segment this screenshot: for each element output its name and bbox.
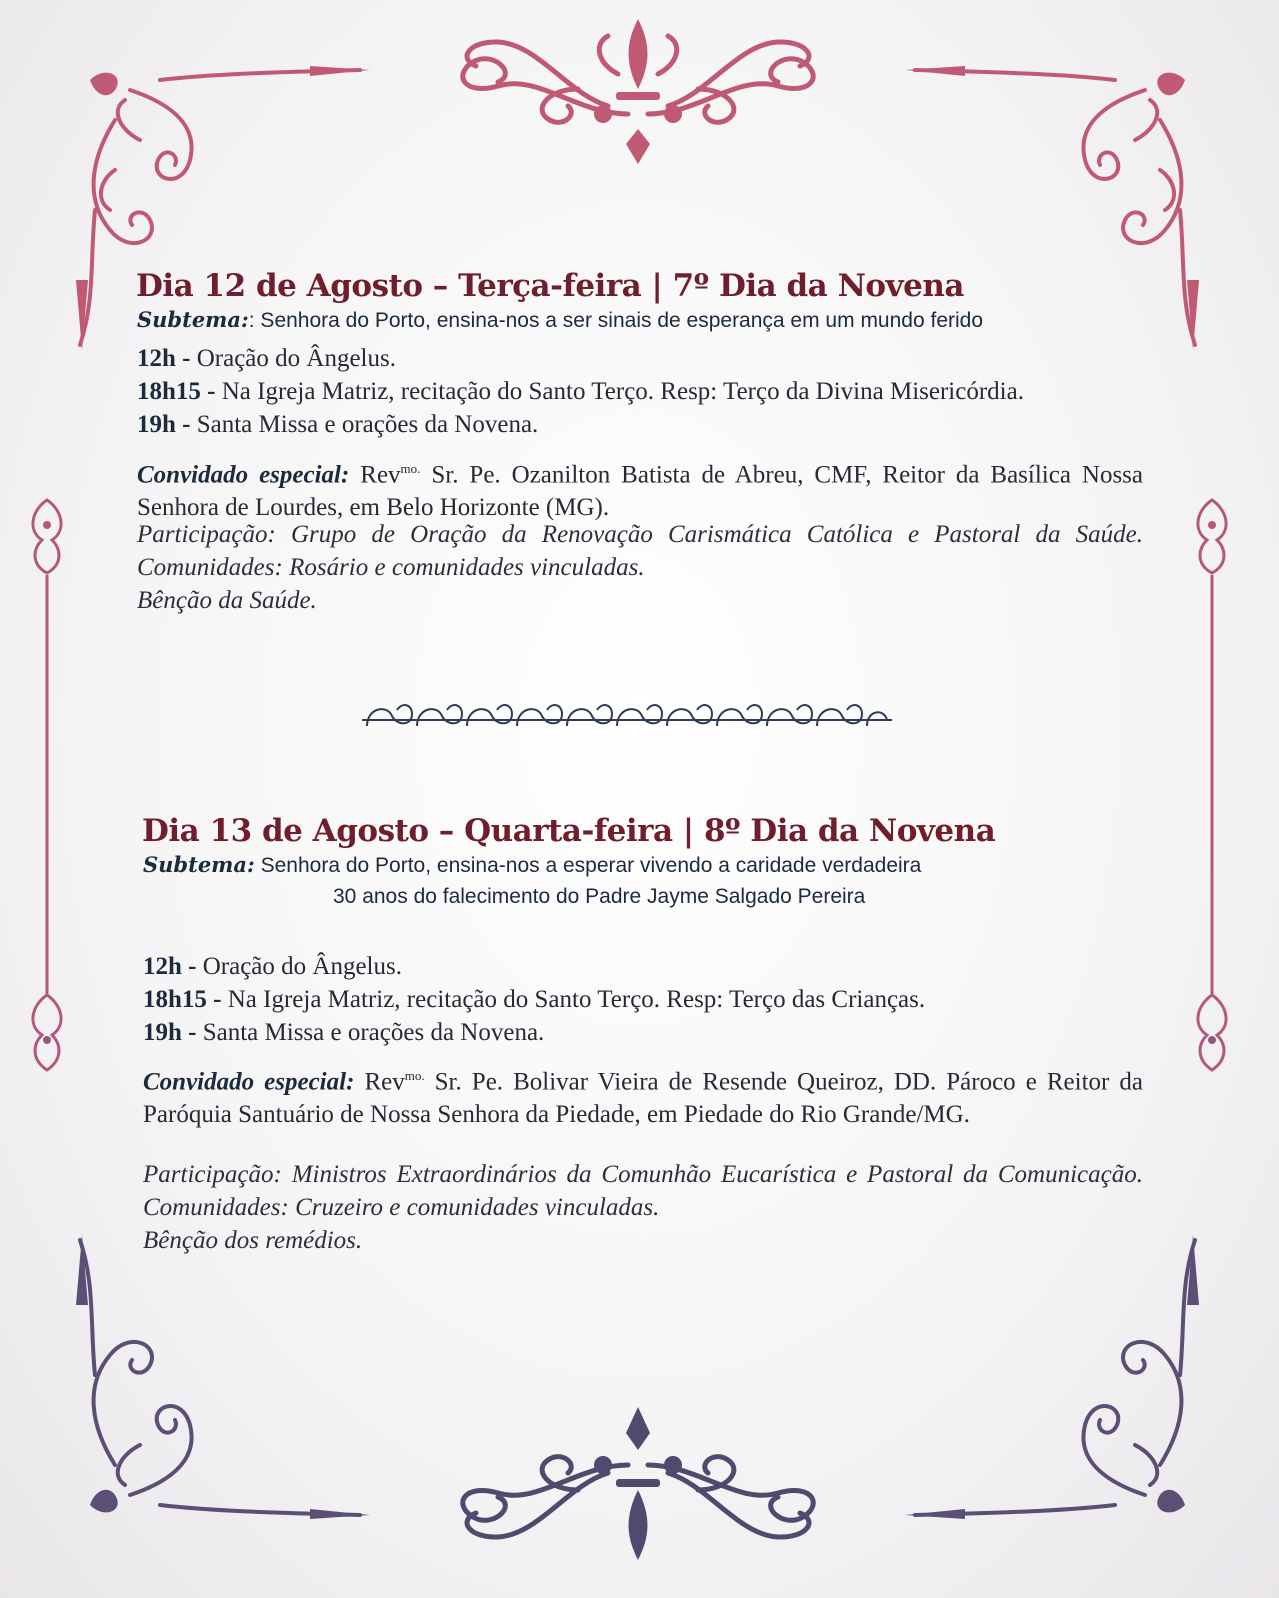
left-side-rod-ornament	[22, 495, 72, 1075]
bottom-left-corner-ornament	[70, 1225, 370, 1525]
schedule-item: 18h15 - Na Igreja Matriz, recitação do Santo Terço. Resp: Terço da Divina Misericórdia.	[137, 378, 1024, 405]
day-13-guest: Convidado especial: Rev$^{mo.}$ Sr. Pe. Bolivar Vieira de Resende Queiroz, DD. Pároco e Reitor da Paróquia Santuário de Nossa Senhora da Piedade, em Piedade do Rio Grande/MG.	[143, 1068, 1143, 1129]
day-12-schedule	[137, 342, 1024, 441]
day-13-blessing: Bênção dos remédios.	[143, 1227, 363, 1254]
day-13-schedule	[143, 950, 925, 1049]
schedule-item: 19h - Santa Missa e orações da Novena.	[137, 411, 539, 438]
right-side-rod-ornament	[1187, 495, 1237, 1075]
day-13-subtema	[143, 852, 921, 878]
schedule-item: 19h - Santa Missa e orações da Novena.	[143, 1019, 545, 1046]
schedule-item: 12h - Oração do Ângelus.	[143, 953, 402, 980]
top-center-fleur-ornament	[428, 14, 848, 169]
day-12-participation: Participação: Grupo de Oração da Renovação Carismática Católica e Pastoral da Saúde. Comunidades: Rosário e comunidades vinculadas.	[137, 521, 1143, 581]
day-12-guest: Convidado especial: Rev$^{mo.}$ Sr. Pe. Ozanilton Batista de Abreu, CMF, Reitor da Basílica Nossa Senhora de Lourdes, em Belo Horizonte (MG).	[137, 461, 1143, 522]
schedule-item: 18h15 - Na Igreja Matriz, recitação do Santo Terço. Resp: Terço das Crianças.	[143, 986, 926, 1013]
day-12-subtema	[137, 307, 983, 333]
day-12-title: Dia 12 de Agosto – Terça-feira | 7º Dia da Novena	[136, 268, 964, 304]
schedule-item: 12h - Oração do Ângelus.	[137, 345, 396, 372]
subtema-label: Subtema:	[137, 307, 249, 332]
subtema-text: : Senhora do Porto, ensina-nos a ser sinais de esperança em um mundo ferido	[248, 309, 984, 332]
day-12-blessing: Bênção da Saúde.	[137, 587, 317, 614]
middle-divider-ornament	[362, 696, 892, 740]
day-13-memorial-note: 30 anos do falecimento do Padre Jayme Salgado Pereira	[333, 885, 866, 908]
subtema-label: Subtema:	[143, 852, 255, 877]
bottom-center-fleur-ornament	[428, 1400, 848, 1565]
day-13-participation: Participação: Ministros Extraordinários da Comunhão Eucarística e Pastoral da Comunicação. Comunidades: Cruzeiro e comunidades vinculadas.	[143, 1161, 1143, 1221]
subtema-text: Senhora do Porto, ensina-nos a esperar vivendo a caridade verdadeira	[254, 854, 922, 877]
bottom-right-corner-ornament	[905, 1225, 1205, 1525]
day-13-title: Dia 13 de Agosto – Quarta-feira | 8º Dia da Novena	[142, 813, 996, 849]
